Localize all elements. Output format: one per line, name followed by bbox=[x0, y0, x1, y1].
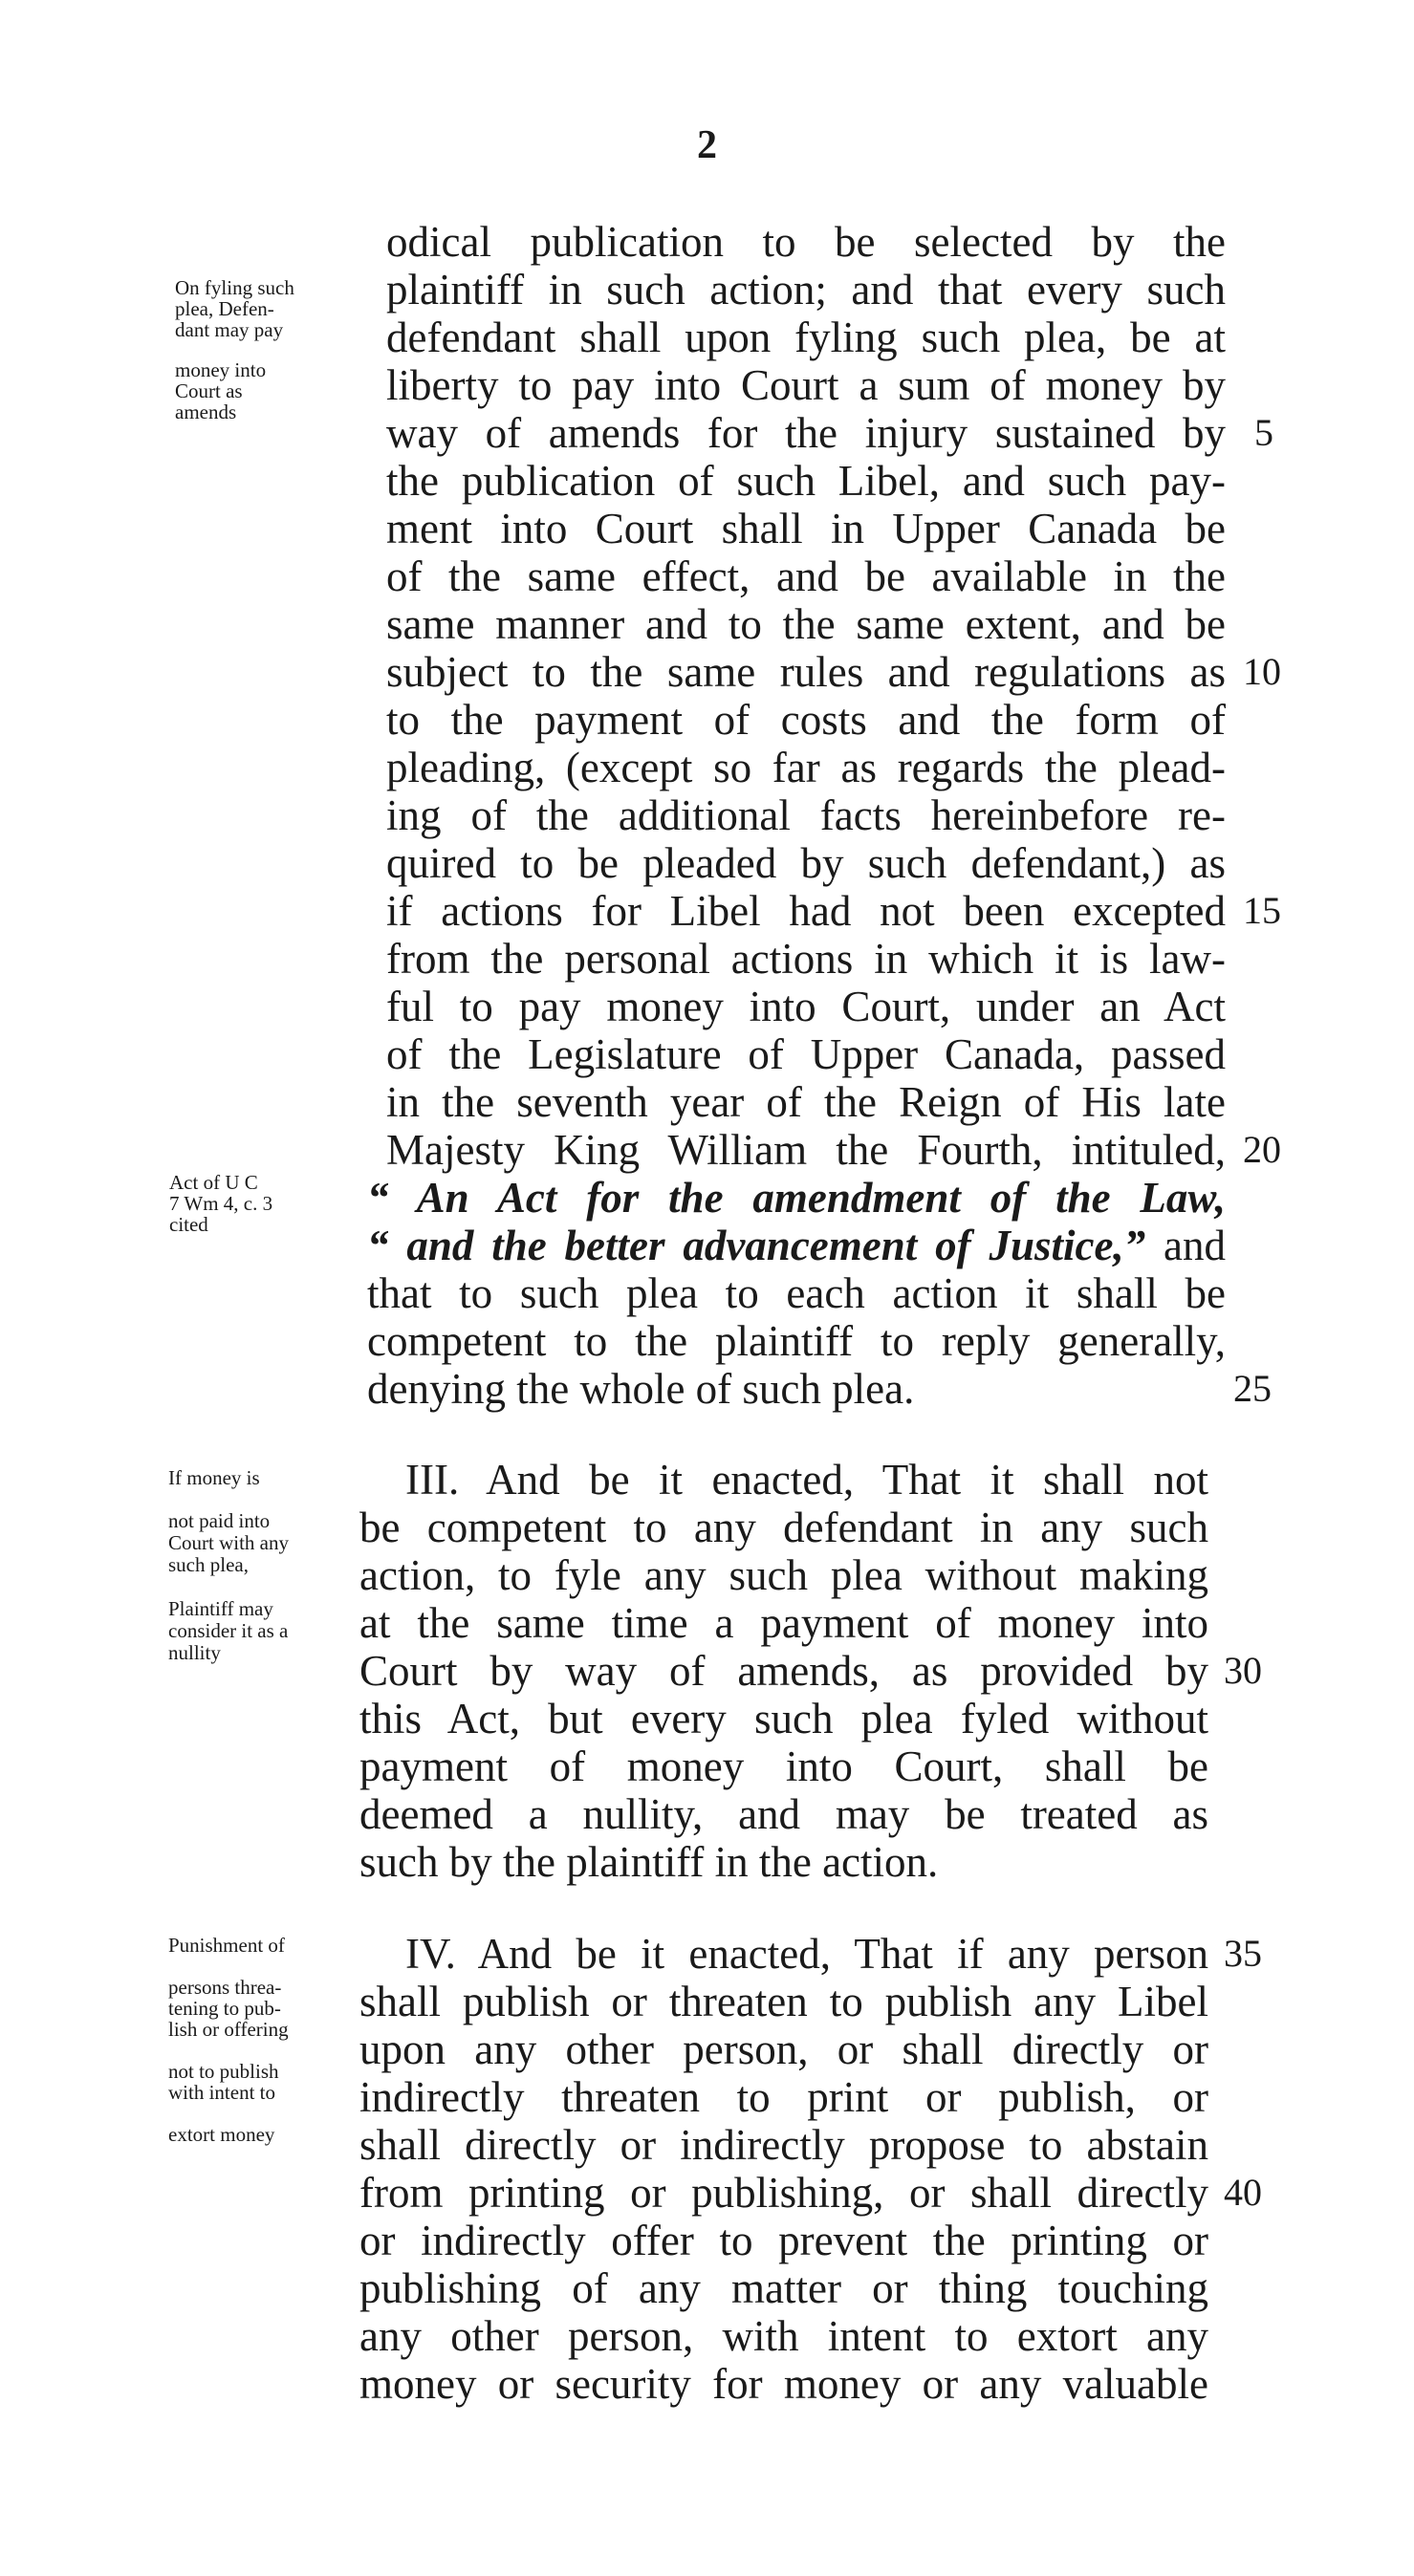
margin-note: Plaintiff may bbox=[168, 1597, 273, 1620]
body-line: this Act, but every such plea fyled without bbox=[359, 1695, 1208, 1743]
act-title-line: “ An Act for the amendment of the Law, bbox=[367, 1174, 1226, 1222]
body-line: publishing of any matter or thing touching bbox=[359, 2264, 1208, 2312]
body-line: quired to be pleaded by such defendant,) as bbox=[386, 839, 1226, 887]
body-line: of the same effect, and be available in the bbox=[386, 552, 1226, 600]
body-line: same manner and to the same extent, and be bbox=[386, 600, 1226, 648]
body-line: denying the whole of such plea. bbox=[367, 1365, 915, 1413]
body-line: Court by way of amends, as provided by bbox=[359, 1647, 1208, 1695]
margin-note: Court as bbox=[175, 379, 243, 402]
margin-note: If money is bbox=[168, 1466, 260, 1489]
body-line: shall publish or threaten to publish any Libel bbox=[359, 1978, 1208, 2025]
line-number: 15 bbox=[1243, 889, 1281, 932]
body-line: in the seventh year of the Reign of His late bbox=[386, 1078, 1226, 1126]
line-number: 20 bbox=[1243, 1128, 1281, 1171]
body-line: ing of the additional facts hereinbefore re- bbox=[386, 791, 1226, 839]
body-line: if actions for Libel had not been excepted bbox=[386, 887, 1226, 935]
page-number: 2 bbox=[697, 123, 717, 167]
margin-note: such plea, bbox=[168, 1553, 249, 1576]
body-line: payment of money into Court, shall be bbox=[359, 1743, 1208, 1790]
body-line: ment into Court shall in Upper Canada be bbox=[386, 505, 1226, 552]
body-line: to the payment of costs and the form of bbox=[386, 696, 1226, 744]
body-line bbox=[367, 1175, 1226, 1221]
margin-note: not to publish bbox=[168, 2060, 279, 2083]
body-line: such by the plaintiff in the action. bbox=[359, 1838, 939, 1886]
body-line: competent to the plaintiff to reply generally, bbox=[367, 1317, 1226, 1365]
margin-note: Court with any bbox=[168, 1531, 289, 1554]
body-line: ful to pay money into Court, under an Act bbox=[386, 983, 1226, 1030]
body-line: any other person, with intent to extort any bbox=[359, 2312, 1208, 2360]
body-line: the publication of such Libel, and such pay- bbox=[386, 457, 1226, 505]
body-line: liberty to pay into Court a sum of money by bbox=[386, 361, 1226, 409]
body-line: way of amends for the injury sustained by bbox=[386, 409, 1226, 457]
margin-note: consider it as a bbox=[168, 1619, 289, 1642]
body-line: III. And be it enacted, That it shall not bbox=[405, 1456, 1208, 1504]
body-line: of the Legislature of Upper Canada, passed bbox=[386, 1030, 1226, 1078]
body-line: pleading, (except so far as regards the plead- bbox=[386, 744, 1226, 791]
body-line bbox=[367, 1223, 1226, 1268]
body-line: money or security for money or any valuable bbox=[359, 2360, 1208, 2408]
body-line: upon any other person, or shall directly or bbox=[359, 2025, 1208, 2073]
body-line: defendant shall upon fyling such plea, be at bbox=[386, 314, 1226, 361]
margin-note: Punishment of bbox=[168, 1934, 285, 1957]
line-number: 5 bbox=[1254, 411, 1273, 454]
margin-note: cited bbox=[169, 1213, 208, 1236]
margin-note: money into bbox=[175, 358, 267, 381]
margin-note: dant may pay bbox=[175, 318, 284, 341]
body-line: plaintiff in such action; and that every such bbox=[386, 266, 1226, 314]
body-line: from the personal actions in which it is law- bbox=[386, 935, 1226, 983]
body-line: action, to fyle any such plea without making bbox=[359, 1551, 1208, 1599]
body-line: or indirectly offer to prevent the printing or bbox=[359, 2217, 1208, 2264]
margin-note: nullity bbox=[168, 1641, 221, 1664]
body-line: Majesty King William the Fourth, intituled, bbox=[386, 1126, 1226, 1174]
line-number: 40 bbox=[1224, 2171, 1262, 2214]
body-line: subject to the same rules and regulations as bbox=[386, 648, 1226, 696]
body-line: IV. And be it enacted, That if any person bbox=[405, 1930, 1208, 1978]
line-number: 10 bbox=[1243, 650, 1281, 693]
body-line: from printing or publishing, or shall directly bbox=[359, 2169, 1208, 2217]
margin-note: plea, Defen- bbox=[175, 297, 274, 320]
margin-note: lish or offering bbox=[168, 2018, 289, 2041]
body-line: odical publication to be selected by the bbox=[386, 218, 1226, 266]
margin-note: amends bbox=[175, 400, 237, 423]
line-number: 30 bbox=[1224, 1649, 1262, 1692]
margin-note: Act of U C bbox=[169, 1171, 258, 1194]
body-line: at the same time a payment of money into bbox=[359, 1599, 1208, 1647]
act-title-line: “ and the better advancement of Justice,” bbox=[367, 1222, 1146, 1269]
margin-note: 7 Wm 4, c. 3 bbox=[169, 1192, 273, 1215]
body-line: deemed a nullity, and may be treated as bbox=[359, 1790, 1208, 1838]
body-line: that to such plea to each action it shall be bbox=[367, 1269, 1226, 1317]
margin-note: not paid into bbox=[168, 1509, 271, 1532]
body-line: be competent to any defendant in any such bbox=[359, 1504, 1208, 1551]
line-number: 35 bbox=[1224, 1932, 1262, 1975]
body-line: indirectly threaten to print or publish, or bbox=[359, 2073, 1208, 2121]
margin-note: with intent to bbox=[168, 2081, 275, 2104]
margin-note: persons threa- bbox=[168, 1976, 282, 1999]
body-line: shall directly or indirectly propose to abstain bbox=[359, 2121, 1208, 2169]
margin-note: tening to pub- bbox=[168, 1997, 281, 2020]
line-number: 25 bbox=[1233, 1367, 1272, 1410]
margin-note: On fyling such bbox=[175, 276, 294, 299]
body-text: and bbox=[1164, 1222, 1227, 1269]
margin-note: extort money bbox=[168, 2123, 275, 2146]
